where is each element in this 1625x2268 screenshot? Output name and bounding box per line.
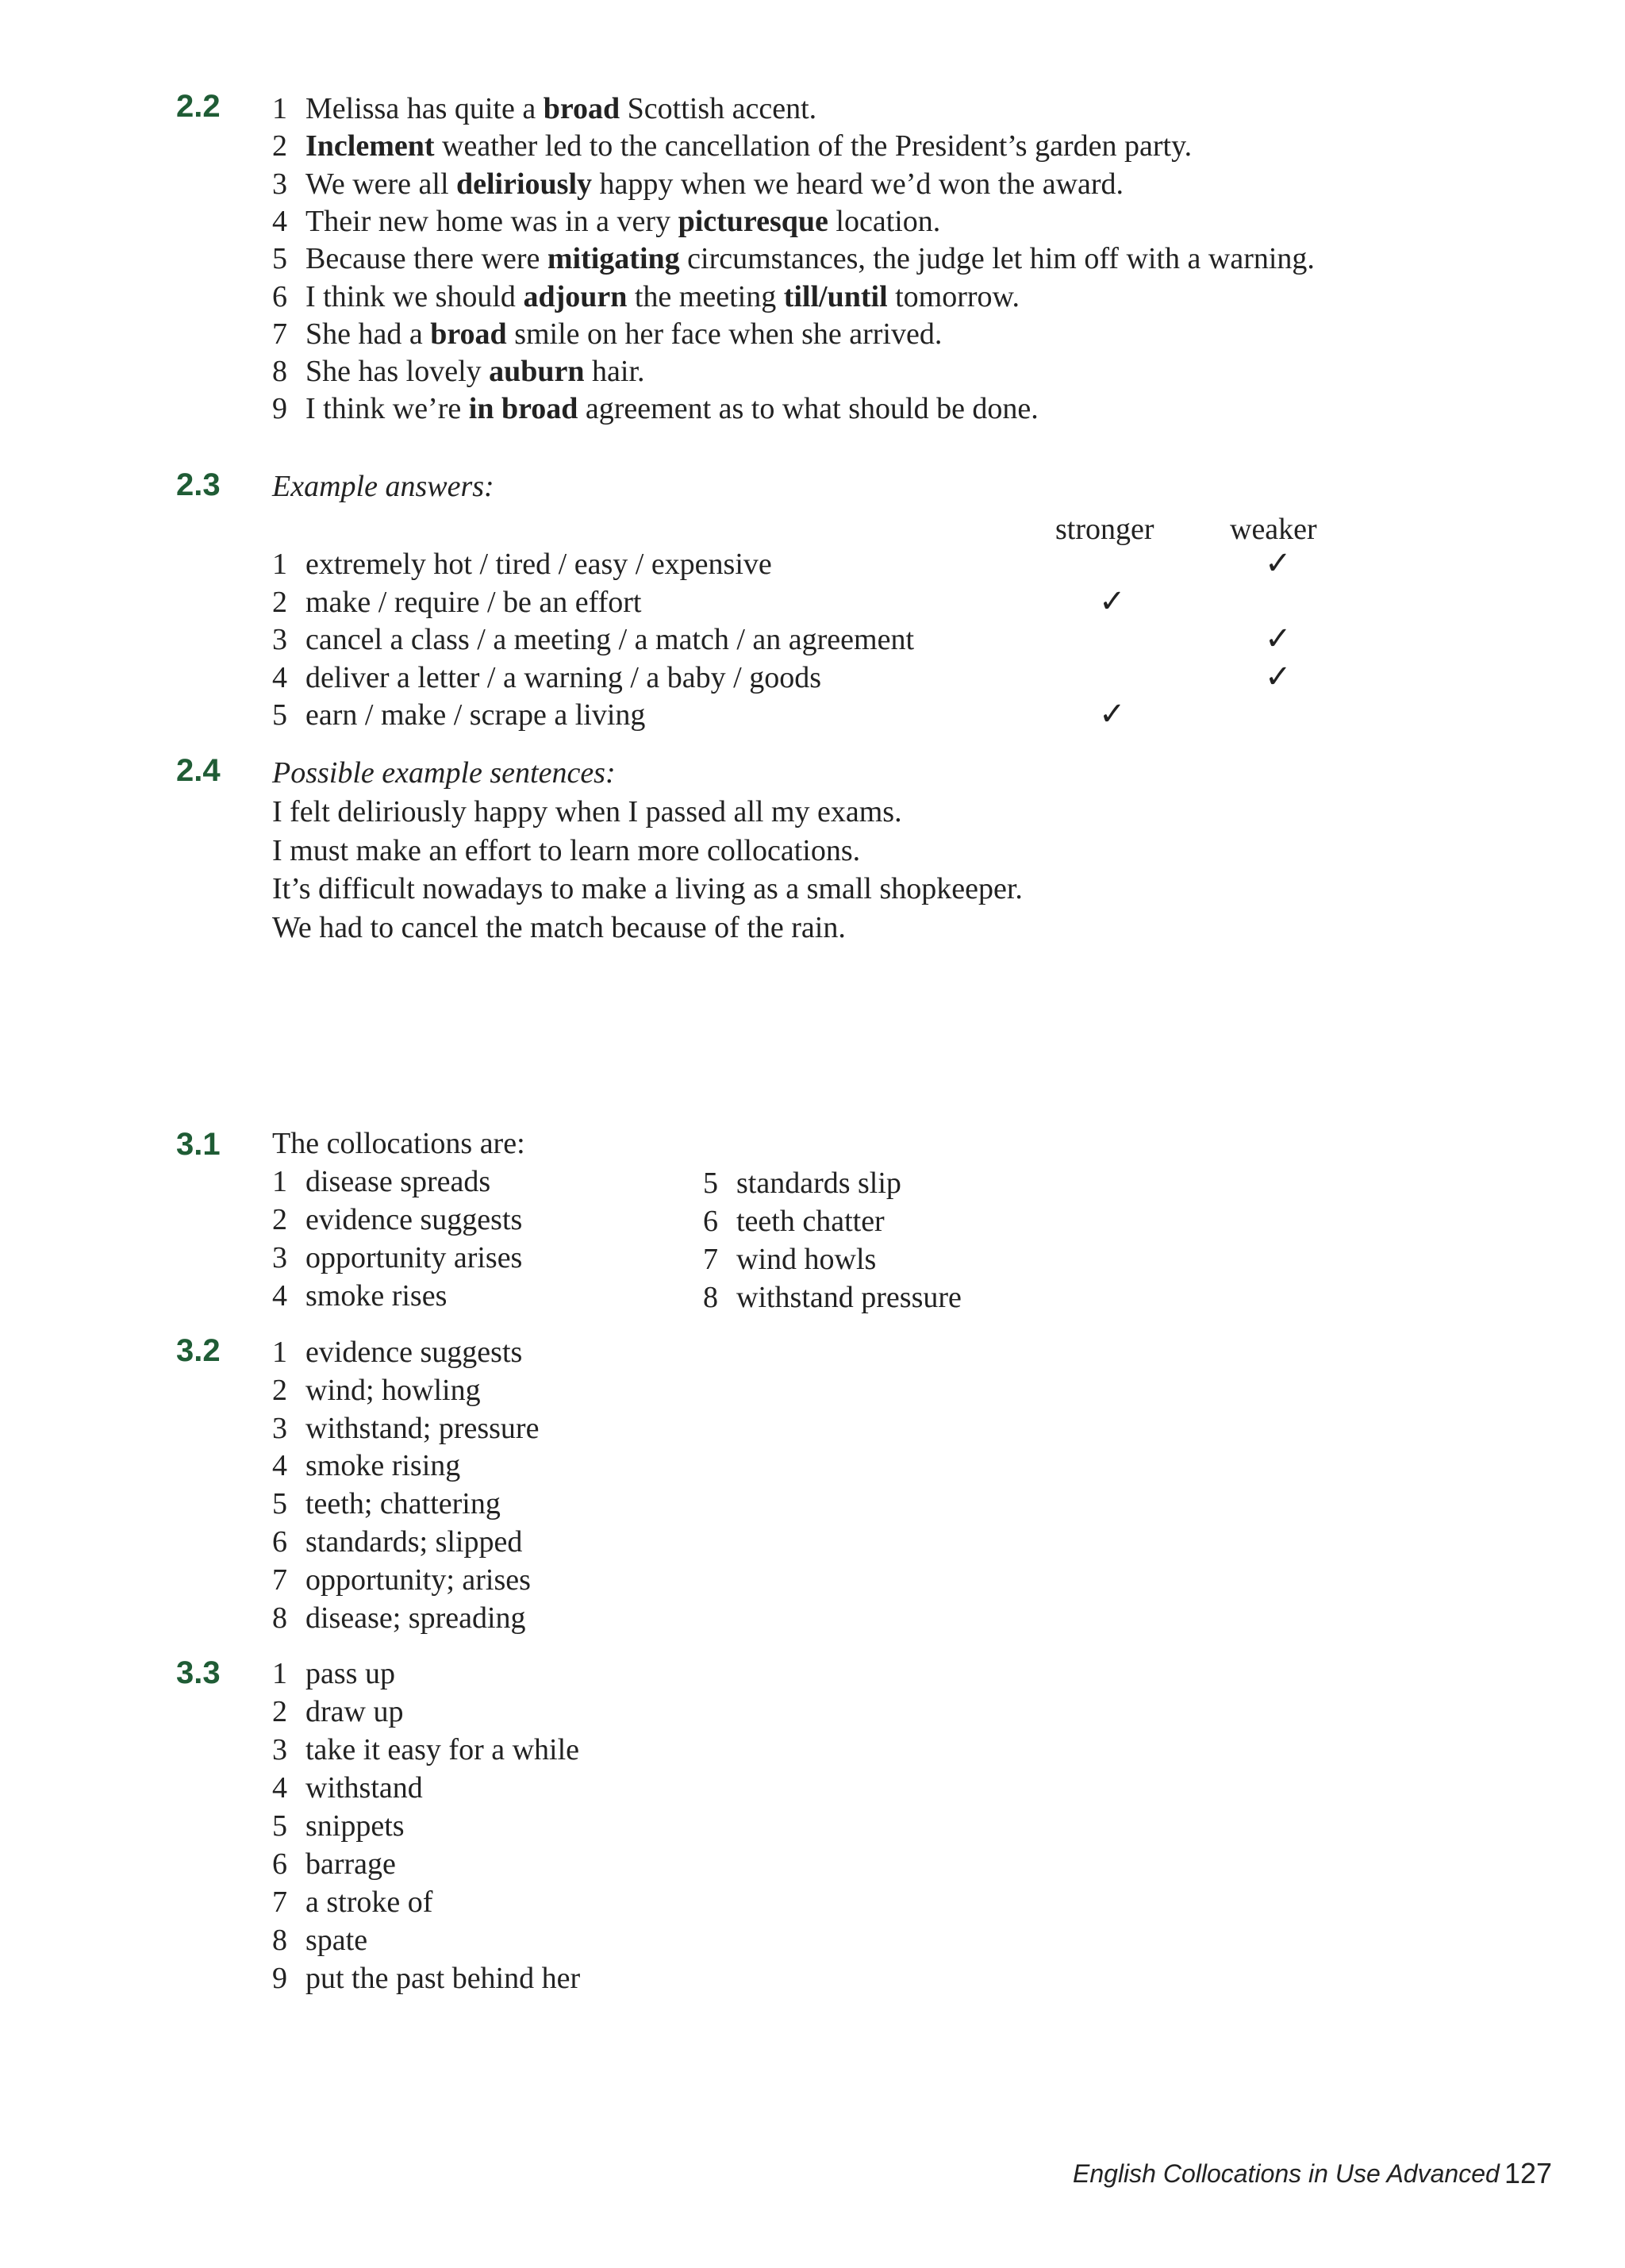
answer-word: till/until [783, 279, 888, 313]
column-header-stronger: stronger [1055, 513, 1154, 546]
item-number: 7 [272, 1563, 287, 1597]
list-item [272, 1603, 526, 1633]
item-text: Melissa has quite a [305, 92, 544, 125]
footer-book-title: English Collocations in Use Advanced [1073, 2159, 1500, 2188]
check-icon: ✓ [1265, 658, 1292, 695]
example-answers-label: Example answers: [272, 470, 494, 503]
answer-word: mitigating [547, 242, 680, 276]
answer-word: Inclement [305, 129, 435, 163]
item-number: 2 [272, 585, 287, 619]
item-text: I think we should [305, 279, 524, 313]
list-item [272, 279, 1020, 313]
list-item [272, 1963, 580, 1993]
item-number: 5 [272, 698, 287, 732]
item-text: tomorrow. [887, 279, 1020, 313]
item-number: 3 [272, 1733, 287, 1766]
answer-word: adjourn [523, 279, 628, 313]
list-item [272, 244, 1315, 274]
item-text: a stroke of [305, 1886, 433, 1919]
list-item [272, 1413, 539, 1443]
item-text: We were all [305, 167, 456, 201]
item-text: take it easy for a while [305, 1733, 580, 1766]
list-item [272, 1451, 460, 1481]
item-text: withstand; pressure [305, 1411, 540, 1445]
item-text: withstand [305, 1771, 423, 1805]
item-number: 6 [272, 1525, 287, 1559]
item-number: 3 [272, 623, 287, 656]
item-number: 4 [272, 660, 287, 694]
list-item [272, 394, 1039, 424]
item-text: teeth; chattering [305, 1487, 501, 1521]
list-item [703, 1282, 962, 1313]
list-item [272, 587, 641, 617]
list-item [272, 660, 822, 694]
sentence-text: We had to cancel the match because of the rain. [272, 910, 846, 944]
item-text: make / require / be an effort [305, 585, 642, 619]
item-text: opportunity arises [305, 1241, 523, 1274]
item-text: smile on her face when she arrived. [506, 317, 943, 351]
item-number: 3 [272, 1411, 287, 1445]
section-number-3-1: 3.1 [176, 1127, 221, 1162]
item-text: happy when we heard we’d won the award. [592, 167, 1124, 201]
item-text: snippets [305, 1809, 405, 1843]
item-text: evidence suggests [305, 1336, 523, 1369]
item-text: spate [305, 1924, 368, 1957]
check-icon: ✓ [1265, 621, 1292, 657]
check-icon: ✓ [1099, 696, 1126, 732]
list-item [272, 1243, 522, 1273]
item-text: deliver a letter / a warning / a baby / goods [305, 660, 822, 694]
item-text: agreement as to what should be done. [578, 392, 1039, 426]
answer-word: picturesque [678, 204, 828, 238]
item-number: 5 [272, 1809, 287, 1843]
item-text: She has lovely [305, 355, 490, 389]
item-number: 4 [272, 1449, 287, 1483]
list-item [272, 1811, 405, 1841]
item-text: evidence suggests [305, 1203, 523, 1236]
list-item [272, 169, 1124, 199]
item-text: teeth chatter [736, 1205, 885, 1238]
item-text: circumstances, the judge let him off with a warning. [679, 242, 1315, 276]
item-number: 9 [272, 392, 287, 426]
item-text: smoke rises [305, 1279, 448, 1313]
item-number: 4 [272, 204, 287, 238]
answer-word: broad [543, 92, 620, 125]
sentence-text: It’s difficult nowadays to make a living as a small shopkeeper. [272, 872, 1023, 905]
list-item [272, 1281, 447, 1311]
item-text: disease; spreading [305, 1601, 526, 1635]
item-number: 3 [272, 167, 287, 201]
list-item [272, 1527, 522, 1557]
possible-sentences-label: Possible example sentences: [272, 756, 616, 790]
item-number: 6 [272, 1847, 287, 1881]
item-number: 2 [272, 1203, 287, 1236]
item-text: barrage [305, 1847, 396, 1881]
item-text: pass up [305, 1657, 395, 1690]
item-text: the meeting [627, 279, 784, 313]
item-number: 5 [703, 1167, 718, 1200]
list-item [272, 1735, 579, 1765]
item-number: 8 [703, 1281, 718, 1314]
list-item [272, 1565, 531, 1595]
list-item [272, 1887, 432, 1917]
section-number-3-2: 3.2 [176, 1333, 221, 1368]
list-item [272, 1773, 423, 1803]
list-item [272, 355, 645, 389]
item-text: extremely hot / tired / easy / expensive [305, 548, 772, 581]
list-item [272, 206, 940, 236]
item-text: standards slip [736, 1167, 901, 1200]
check-icon: ✓ [1099, 582, 1126, 620]
list-item [272, 1375, 481, 1405]
list-item [272, 625, 914, 655]
sentence-line [272, 874, 1023, 904]
sentence-text: I felt deliriously happy when I passed all my exams. [272, 795, 902, 828]
item-number: 1 [272, 1336, 287, 1369]
item-number: 2 [272, 1373, 287, 1407]
item-text: She had a [305, 317, 431, 351]
list-item [272, 1337, 522, 1367]
item-number: 4 [272, 1771, 287, 1805]
list-item [272, 131, 1192, 161]
list-item [272, 1849, 396, 1879]
item-number: 4 [272, 1279, 287, 1313]
list-item [272, 1205, 522, 1235]
item-number: 1 [272, 1165, 287, 1198]
list-item [703, 1244, 876, 1274]
item-text: disease spreads [305, 1165, 491, 1198]
answer-word: broad [430, 317, 507, 351]
item-number: 8 [272, 1601, 287, 1635]
section-number-2-3: 2.3 [176, 467, 221, 502]
item-text: Because there were [305, 242, 547, 276]
item-number: 5 [272, 1487, 287, 1521]
item-number: 8 [272, 355, 287, 389]
item-text: location. [828, 204, 941, 238]
item-number: 6 [703, 1205, 718, 1238]
answer-word: in broad [468, 392, 578, 426]
list-item [272, 94, 816, 124]
item-number: 1 [272, 92, 287, 125]
item-number: 2 [272, 1695, 287, 1728]
check-icon: ✓ [1265, 545, 1292, 582]
list-item [272, 549, 772, 579]
section-number-2-4: 2.4 [176, 753, 221, 788]
sentence-line [272, 910, 846, 944]
section-number-3-3: 3.3 [176, 1655, 221, 1690]
item-text: wind; howling [305, 1373, 481, 1407]
sentence-line [272, 797, 902, 827]
item-number: 1 [272, 548, 287, 581]
item-number: 8 [272, 1924, 287, 1957]
page-number: 127 [1504, 2157, 1553, 2189]
item-text: opportunity; arises [305, 1563, 531, 1597]
item-number: 6 [272, 279, 287, 313]
collocations-intro: The collocations are: [272, 1127, 525, 1160]
sentence-line [272, 833, 861, 867]
item-number: 5 [272, 242, 287, 276]
list-item [272, 1167, 490, 1197]
answer-word: deliriously [456, 167, 593, 201]
answer-word: auburn [489, 355, 585, 389]
item-text: Scottish accent. [620, 92, 817, 125]
list-item [272, 1925, 367, 1955]
column-header-weaker: weaker [1230, 513, 1317, 546]
sentence-text: I must make an effort to learn more collocations. [272, 833, 861, 867]
item-text: wind howls [736, 1243, 877, 1276]
item-text: weather led to the cancellation of the President’s garden party. [434, 129, 1193, 163]
item-number: 7 [703, 1243, 718, 1276]
item-text: withstand pressure [736, 1281, 962, 1314]
item-number: 2 [272, 129, 287, 163]
item-text: hair. [584, 355, 645, 389]
list-item [272, 319, 942, 349]
item-text: cancel a class / a meeting / a match / an agreement [305, 623, 915, 656]
list-item [703, 1168, 901, 1198]
item-text: earn / make / scrape a living [305, 698, 646, 732]
item-text: standards; slipped [305, 1525, 523, 1559]
item-text: I think we’re [305, 392, 469, 426]
item-text: smoke rising [305, 1449, 461, 1483]
list-item [272, 700, 645, 730]
item-number: 7 [272, 317, 287, 351]
item-number: 3 [272, 1241, 287, 1274]
section-number-2-2: 2.2 [176, 89, 221, 124]
list-item [272, 1659, 395, 1689]
item-text: put the past behind her [305, 1962, 581, 1995]
item-number: 9 [272, 1962, 287, 1995]
list-item [272, 1489, 501, 1519]
item-text: Their new home was in a very [305, 204, 678, 238]
list-item [272, 1697, 403, 1727]
item-number: 7 [272, 1886, 287, 1919]
item-number: 1 [272, 1657, 287, 1690]
item-text: draw up [305, 1695, 404, 1728]
list-item [703, 1206, 885, 1236]
